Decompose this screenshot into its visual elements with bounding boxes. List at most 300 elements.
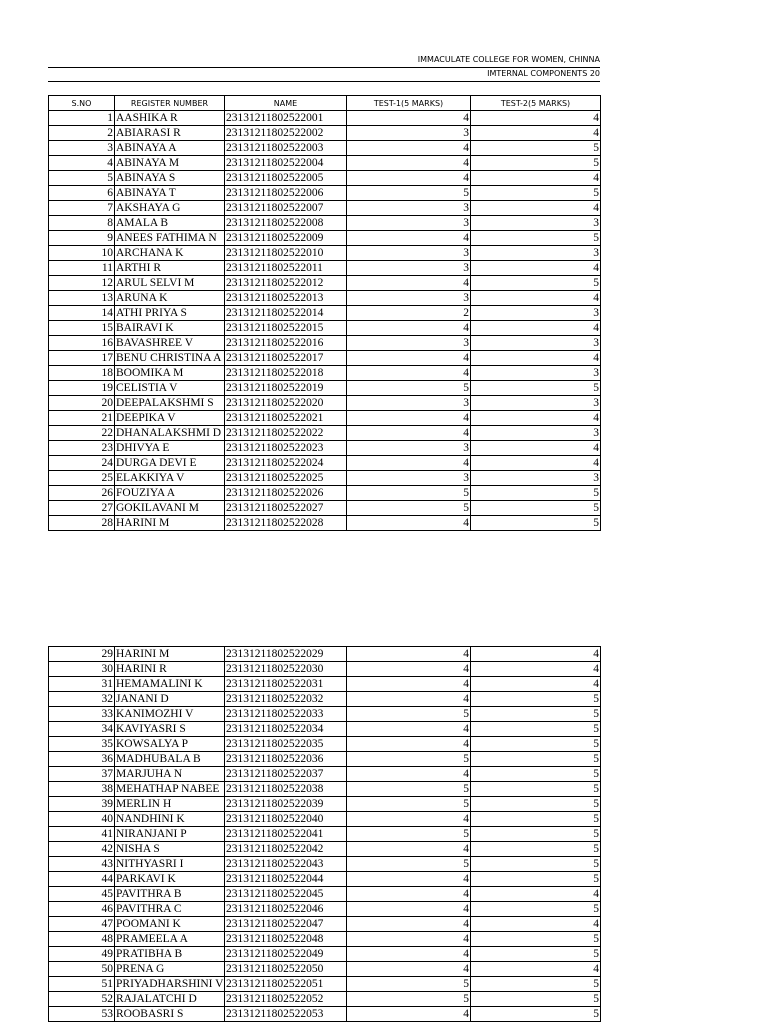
cell-test1-mark: 5 <box>347 752 471 767</box>
cell-test2-mark: 5 <box>471 276 601 291</box>
cell-sno: 51 <box>49 977 115 992</box>
cell-test2-mark: 4 <box>471 321 601 336</box>
cell-test1-mark: 4 <box>347 276 471 291</box>
col-header-test2: TEST-2(5 MARKS) <box>471 96 601 111</box>
cell-test1-mark: 2 <box>347 306 471 321</box>
cell-student-name: HARINI M <box>115 516 225 531</box>
cell-test2-mark: 5 <box>471 156 601 171</box>
cell-register-number: 23131211802522046 <box>225 902 347 917</box>
cell-register-number: 23131211802522013 <box>225 291 347 306</box>
cell-test1-mark: 4 <box>347 351 471 366</box>
table-row <box>49 872 601 887</box>
cell-register-number: 23131211802522042 <box>225 842 347 857</box>
cell-student-name: FOUZIYA A <box>115 486 225 501</box>
table-row <box>49 201 601 216</box>
cell-student-name: NISHA S <box>115 842 225 857</box>
cell-test1-mark: 4 <box>347 411 471 426</box>
cell-test2-mark: 4 <box>471 887 601 902</box>
cell-register-number: 23131211802522010 <box>225 246 347 261</box>
cell-test1-mark: 4 <box>347 722 471 737</box>
cell-student-name: GOKILAVANI M <box>115 501 225 516</box>
cell-sno: 14 <box>49 306 115 321</box>
cell-test2-mark: 5 <box>471 797 601 812</box>
table-row <box>49 722 601 737</box>
table-row <box>49 156 601 171</box>
cell-test2-mark: 5 <box>471 857 601 872</box>
cell-sno: 29 <box>49 647 115 662</box>
cell-test1-mark: 4 <box>347 677 471 692</box>
cell-register-number: 23131211802522037 <box>225 767 347 782</box>
col-header-test1: TEST-1(5 MARKS) <box>347 96 471 111</box>
cell-sno: 22 <box>49 426 115 441</box>
cell-test2-mark: 3 <box>471 366 601 381</box>
cell-test2-mark: 4 <box>471 201 601 216</box>
cell-sno: 10 <box>49 246 115 261</box>
cell-register-number: 23131211802522025 <box>225 471 347 486</box>
cell-register-number: 23131211802522028 <box>225 516 347 531</box>
table-row <box>49 351 601 366</box>
cell-student-name: DEEPIKA V <box>115 411 225 426</box>
table-row <box>49 962 601 977</box>
table-row <box>49 381 601 396</box>
cell-sno: 50 <box>49 962 115 977</box>
cell-test1-mark: 4 <box>347 737 471 752</box>
cell-register-number: 23131211802522023 <box>225 441 347 456</box>
cell-test1-mark: 4 <box>347 767 471 782</box>
cell-student-name: ABINAYA S <box>115 171 225 186</box>
components-title: IMTERNAL COMPONENTS 20 <box>487 69 600 78</box>
cell-test2-mark: 5 <box>471 932 601 947</box>
cell-test1-mark: 3 <box>347 126 471 141</box>
cell-register-number: 23131211802522032 <box>225 692 347 707</box>
cell-test1-mark: 4 <box>347 231 471 246</box>
cell-sno: 33 <box>49 707 115 722</box>
table-row <box>49 932 601 947</box>
cell-register-number: 23131211802522021 <box>225 411 347 426</box>
cell-student-name: PAVITHRA B <box>115 887 225 902</box>
cell-student-name: DURGA DEVI E <box>115 456 225 471</box>
cell-test2-mark: 5 <box>471 947 601 962</box>
cell-student-name: ARUL SELVI M <box>115 276 225 291</box>
cell-sno: 11 <box>49 261 115 276</box>
cell-sno: 15 <box>49 321 115 336</box>
cell-test2-mark: 4 <box>471 111 601 126</box>
table-row <box>49 947 601 962</box>
cell-sno: 13 <box>49 291 115 306</box>
table-row <box>49 111 601 126</box>
table-row <box>49 261 601 276</box>
cell-test2-mark: 4 <box>471 126 601 141</box>
cell-register-number: 23131211802522007 <box>225 201 347 216</box>
table-row <box>49 797 601 812</box>
table-row <box>49 171 601 186</box>
cell-sno: 30 <box>49 662 115 677</box>
table-row <box>49 812 601 827</box>
cell-sno: 46 <box>49 902 115 917</box>
cell-student-name: MADHUBALA B <box>115 752 225 767</box>
cell-register-number: 23131211802522038 <box>225 782 347 797</box>
cell-sno: 43 <box>49 857 115 872</box>
cell-sno: 4 <box>49 156 115 171</box>
cell-register-number: 23131211802522022 <box>225 426 347 441</box>
table-row <box>49 516 601 531</box>
cell-student-name: HARINI R <box>115 662 225 677</box>
cell-test1-mark: 4 <box>347 917 471 932</box>
cell-test2-mark: 4 <box>471 662 601 677</box>
cell-student-name: BAIRAVI K <box>115 321 225 336</box>
table-row <box>49 441 601 456</box>
table-row <box>49 737 601 752</box>
cell-register-number: 23131211802522009 <box>225 231 347 246</box>
cell-test2-mark: 5 <box>471 902 601 917</box>
cell-register-number: 23131211802522034 <box>225 722 347 737</box>
cell-sno: 8 <box>49 216 115 231</box>
cell-test2-mark: 3 <box>471 426 601 441</box>
table-row <box>49 486 601 501</box>
cell-test2-mark: 5 <box>471 141 601 156</box>
cell-test2-mark: 5 <box>471 812 601 827</box>
cell-test1-mark: 4 <box>347 111 471 126</box>
cell-test1-mark: 3 <box>347 246 471 261</box>
cell-sno: 5 <box>49 171 115 186</box>
cell-sno: 52 <box>49 992 115 1007</box>
cell-test1-mark: 3 <box>347 201 471 216</box>
cell-test2-mark: 5 <box>471 752 601 767</box>
cell-test1-mark: 4 <box>347 366 471 381</box>
cell-register-number: 23131211802522053 <box>225 1007 347 1022</box>
table-row <box>49 396 601 411</box>
cell-test1-mark: 5 <box>347 486 471 501</box>
cell-sno: 37 <box>49 767 115 782</box>
cell-student-name: MARJUHA N <box>115 767 225 782</box>
cell-test2-mark: 4 <box>471 351 601 366</box>
table-row <box>49 246 601 261</box>
cell-sno: 47 <box>49 917 115 932</box>
cell-register-number: 23131211802522004 <box>225 156 347 171</box>
cell-register-number: 23131211802522020 <box>225 396 347 411</box>
table-row <box>49 471 601 486</box>
cell-register-number: 23131211802522017 <box>225 351 347 366</box>
cell-test2-mark: 3 <box>471 471 601 486</box>
cell-test2-mark: 4 <box>471 917 601 932</box>
cell-register-number: 23131211802522047 <box>225 917 347 932</box>
cell-sno: 34 <box>49 722 115 737</box>
col-header-sno: S.NO <box>49 96 115 111</box>
cell-student-name: ABINAYA M <box>115 156 225 171</box>
table-row <box>49 411 601 426</box>
cell-sno: 39 <box>49 797 115 812</box>
cell-register-number: 23131211802522036 <box>225 752 347 767</box>
cell-test2-mark: 5 <box>471 767 601 782</box>
table-row <box>49 782 601 797</box>
cell-test1-mark: 3 <box>347 471 471 486</box>
table-row <box>49 767 601 782</box>
column-header-row <box>49 96 601 111</box>
cell-test2-mark: 3 <box>471 396 601 411</box>
cell-register-number: 23131211802522033 <box>225 707 347 722</box>
cell-register-number: 23131211802522035 <box>225 737 347 752</box>
cell-sno: 18 <box>49 366 115 381</box>
cell-student-name: CELISTIA V <box>115 381 225 396</box>
cell-test2-mark: 4 <box>471 171 601 186</box>
cell-register-number: 23131211802522043 <box>225 857 347 872</box>
cell-sno: 2 <box>49 126 115 141</box>
cell-test1-mark: 4 <box>347 932 471 947</box>
cell-register-number: 23131211802522012 <box>225 276 347 291</box>
cell-sno: 45 <box>49 887 115 902</box>
table-row <box>49 917 601 932</box>
cell-student-name: DHANALAKSHMI D <box>115 426 225 441</box>
table-row <box>49 231 601 246</box>
table-row <box>49 887 601 902</box>
table-row <box>49 456 601 471</box>
cell-test1-mark: 3 <box>347 291 471 306</box>
table-row <box>49 992 601 1007</box>
cell-register-number: 23131211802522052 <box>225 992 347 1007</box>
marks-table-page-2 <box>48 646 601 1022</box>
cell-test2-mark: 3 <box>471 216 601 231</box>
cell-test2-mark: 5 <box>471 722 601 737</box>
cell-test2-mark: 5 <box>471 707 601 722</box>
cell-student-name: BOOMIKA M <box>115 366 225 381</box>
cell-student-name: DHIVYA E <box>115 441 225 456</box>
cell-student-name: PRIYADHARSHINI V <box>116 977 224 990</box>
cell-test1-mark: 5 <box>347 501 471 516</box>
cell-student-name: ARTHI R <box>115 261 225 276</box>
cell-sno: 44 <box>49 872 115 887</box>
cell-sno: 36 <box>49 752 115 767</box>
cell-test2-mark: 5 <box>471 782 601 797</box>
cell-sno: 32 <box>49 692 115 707</box>
cell-student-name: NANDHINI K <box>115 812 225 827</box>
cell-register-number: 23131211802522018 <box>225 366 347 381</box>
cell-student-name: AMALA B <box>115 216 225 231</box>
cell-test1-mark: 4 <box>347 872 471 887</box>
cell-test1-mark: 4 <box>347 1007 471 1022</box>
cell-sno: 25 <box>49 471 115 486</box>
cell-test2-mark: 4 <box>471 647 601 662</box>
table-row <box>49 126 601 141</box>
cell-register-number: 23131211802522001 <box>225 111 347 126</box>
cell-register-number: 23131211802522015 <box>225 321 347 336</box>
cell-student-name: HEMAMALINI K <box>115 677 225 692</box>
cell-test2-mark: 4 <box>471 677 601 692</box>
cell-register-number: 23131211802522030 <box>225 662 347 677</box>
cell-test2-mark: 5 <box>471 737 601 752</box>
cell-register-number: 23131211802522050 <box>225 962 347 977</box>
cell-sno: 7 <box>49 201 115 216</box>
cell-sno: 27 <box>49 501 115 516</box>
cell-test1-mark: 4 <box>347 171 471 186</box>
cell-test2-mark: 4 <box>471 261 601 276</box>
cell-student-name: KAVIYASRI S <box>115 722 225 737</box>
marks-table-page-1 <box>48 95 601 531</box>
cell-test1-mark: 5 <box>347 857 471 872</box>
cell-student-name: MEHATHAP NABEE <box>115 782 225 797</box>
cell-sno: 24 <box>49 456 115 471</box>
cell-test1-mark: 5 <box>347 381 471 396</box>
cell-student-name: ELAKKIYA V <box>115 471 225 486</box>
cell-register-number: 23131211802522014 <box>225 306 347 321</box>
cell-sno: 38 <box>49 782 115 797</box>
cell-student-name: ROOBASRI S <box>115 1007 225 1022</box>
cell-sno: 21 <box>49 411 115 426</box>
cell-register-number: 23131211802522031 <box>225 677 347 692</box>
cell-student-name: DEEPALAKSHMI S <box>115 396 225 411</box>
cell-test2-mark: 5 <box>471 977 601 992</box>
cell-student-name: PAVITHRA C <box>115 902 225 917</box>
cell-register-number: 23131211802522011 <box>225 261 347 276</box>
table-row <box>49 426 601 441</box>
cell-sno: 3 <box>49 141 115 156</box>
cell-register-number: 23131211802522027 <box>225 501 347 516</box>
table-row <box>49 707 601 722</box>
cell-test1-mark: 3 <box>347 216 471 231</box>
cell-register-number: 23131211802522016 <box>225 336 347 351</box>
cell-sno: 12 <box>49 276 115 291</box>
cell-student-name: PARKAVI K <box>115 872 225 887</box>
cell-test1-mark: 5 <box>347 992 471 1007</box>
cell-test1-mark: 5 <box>347 186 471 201</box>
cell-sno: 49 <box>49 947 115 962</box>
cell-test1-mark: 5 <box>347 707 471 722</box>
cell-test2-mark: 4 <box>471 456 601 471</box>
cell-test2-mark: 4 <box>471 291 601 306</box>
cell-register-number: 23131211802522044 <box>225 872 347 887</box>
cell-student-name: ANEES FATHIMA N <box>115 231 225 246</box>
cell-test1-mark: 5 <box>347 797 471 812</box>
cell-test1-mark: 5 <box>347 782 471 797</box>
table-row <box>49 366 601 381</box>
cell-test1-mark: 4 <box>347 662 471 677</box>
cell-student-name: ABIARASI R <box>115 126 225 141</box>
cell-student-name: RAJALATCHI D <box>115 992 225 1007</box>
cell-student-name: AASHIKA R <box>115 111 225 126</box>
cell-student-name: BENU CHRISTINA A <box>115 351 225 366</box>
table-row <box>49 141 601 156</box>
table-row <box>49 306 601 321</box>
cell-test2-mark: 5 <box>471 692 601 707</box>
cell-test2-mark: 4 <box>471 962 601 977</box>
cell-student-name: PRENA G <box>115 962 225 977</box>
cell-student-name: ABINAYA A <box>115 141 225 156</box>
cell-register-number: 23131211802522040 <box>225 812 347 827</box>
table-row <box>49 336 601 351</box>
cell-test1-mark: 4 <box>347 141 471 156</box>
cell-student-name: ARCHANA K <box>115 246 225 261</box>
table-row <box>49 501 601 516</box>
cell-test1-mark: 4 <box>347 156 471 171</box>
cell-test1-mark: 5 <box>347 827 471 842</box>
cell-test1-mark: 5 <box>347 977 471 992</box>
cell-test1-mark: 4 <box>347 842 471 857</box>
cell-test2-mark: 5 <box>471 1007 601 1022</box>
table-row <box>49 321 601 336</box>
table-row <box>49 827 601 842</box>
cell-test1-mark: 4 <box>347 887 471 902</box>
cell-test2-mark: 3 <box>471 246 601 261</box>
table-row <box>49 902 601 917</box>
cell-test1-mark: 4 <box>347 947 471 962</box>
cell-register-number: 23131211802522041 <box>225 827 347 842</box>
cell-test2-mark: 5 <box>471 827 601 842</box>
cell-student-name: ATHI PRIYA S <box>115 306 225 321</box>
cell-test2-mark: 5 <box>471 381 601 396</box>
cell-test2-mark: 3 <box>471 306 601 321</box>
cell-test1-mark: 4 <box>347 321 471 336</box>
cell-test2-mark: 5 <box>471 992 601 1007</box>
cell-register-number: 23131211802522039 <box>225 797 347 812</box>
cell-sno: 35 <box>49 737 115 752</box>
components-header <box>48 68 600 82</box>
cell-register-number: 23131211802522026 <box>225 486 347 501</box>
cell-student-name: NIRANJANI P <box>115 827 225 842</box>
cell-register-number: 23131211802522006 <box>225 186 347 201</box>
cell-test2-mark: 5 <box>471 186 601 201</box>
cell-student-name: PRATIBHA B <box>115 947 225 962</box>
college-header <box>48 52 600 68</box>
cell-register-number: 23131211802522019 <box>225 381 347 396</box>
cell-register-number: 23131211802522005 <box>225 171 347 186</box>
table-row <box>49 1007 601 1022</box>
cell-sno: 23 <box>49 441 115 456</box>
cell-student-name: KANIMOZHI V <box>115 707 225 722</box>
cell-sno: 20 <box>49 396 115 411</box>
cell-sno: 28 <box>49 516 115 531</box>
cell-sno: 40 <box>49 812 115 827</box>
cell-sno: 19 <box>49 381 115 396</box>
cell-test1-mark: 4 <box>347 456 471 471</box>
college-name: IMMACULATE COLLEGE FOR WOMEN, CHINNA <box>417 55 600 64</box>
cell-student-name: POOMANI K <box>115 917 225 932</box>
cell-sno: 42 <box>49 842 115 857</box>
cell-test1-mark: 4 <box>347 902 471 917</box>
col-header-name: NAME <box>225 96 347 111</box>
cell-sno: 48 <box>49 932 115 947</box>
cell-test1-mark: 4 <box>347 812 471 827</box>
cell-test1-mark: 4 <box>347 516 471 531</box>
table-row <box>49 186 601 201</box>
cell-sno: 41 <box>49 827 115 842</box>
table-row <box>49 291 601 306</box>
cell-sno: 6 <box>49 186 115 201</box>
cell-student-name: AKSHAYA G <box>115 201 225 216</box>
cell-test2-mark: 4 <box>471 411 601 426</box>
cell-test2-mark: 4 <box>471 441 601 456</box>
cell-student-name: MERLIN H <box>115 797 225 812</box>
cell-student-name: ARUNA K <box>115 291 225 306</box>
cell-register-number: 23131211802522051 <box>225 977 347 992</box>
cell-register-number: 23131211802522003 <box>225 141 347 156</box>
table-row <box>49 276 601 291</box>
cell-test1-mark: 3 <box>347 396 471 411</box>
cell-register-number: 23131211802522045 <box>225 887 347 902</box>
cell-student-name: BAVASHREE V <box>115 336 225 351</box>
table-row <box>49 977 601 992</box>
cell-register-number: 23131211802522002 <box>225 126 347 141</box>
col-header-register-number: REGISTER NUMBER <box>115 96 225 111</box>
table-row <box>49 842 601 857</box>
cell-test2-mark: 5 <box>471 501 601 516</box>
cell-sno: 31 <box>49 677 115 692</box>
table-row <box>49 662 601 677</box>
cell-test2-mark: 5 <box>471 872 601 887</box>
table-row <box>49 677 601 692</box>
cell-test1-mark: 3 <box>347 336 471 351</box>
cell-student-name: JANANI D <box>115 692 225 707</box>
table-row <box>49 692 601 707</box>
table-row <box>49 216 601 231</box>
